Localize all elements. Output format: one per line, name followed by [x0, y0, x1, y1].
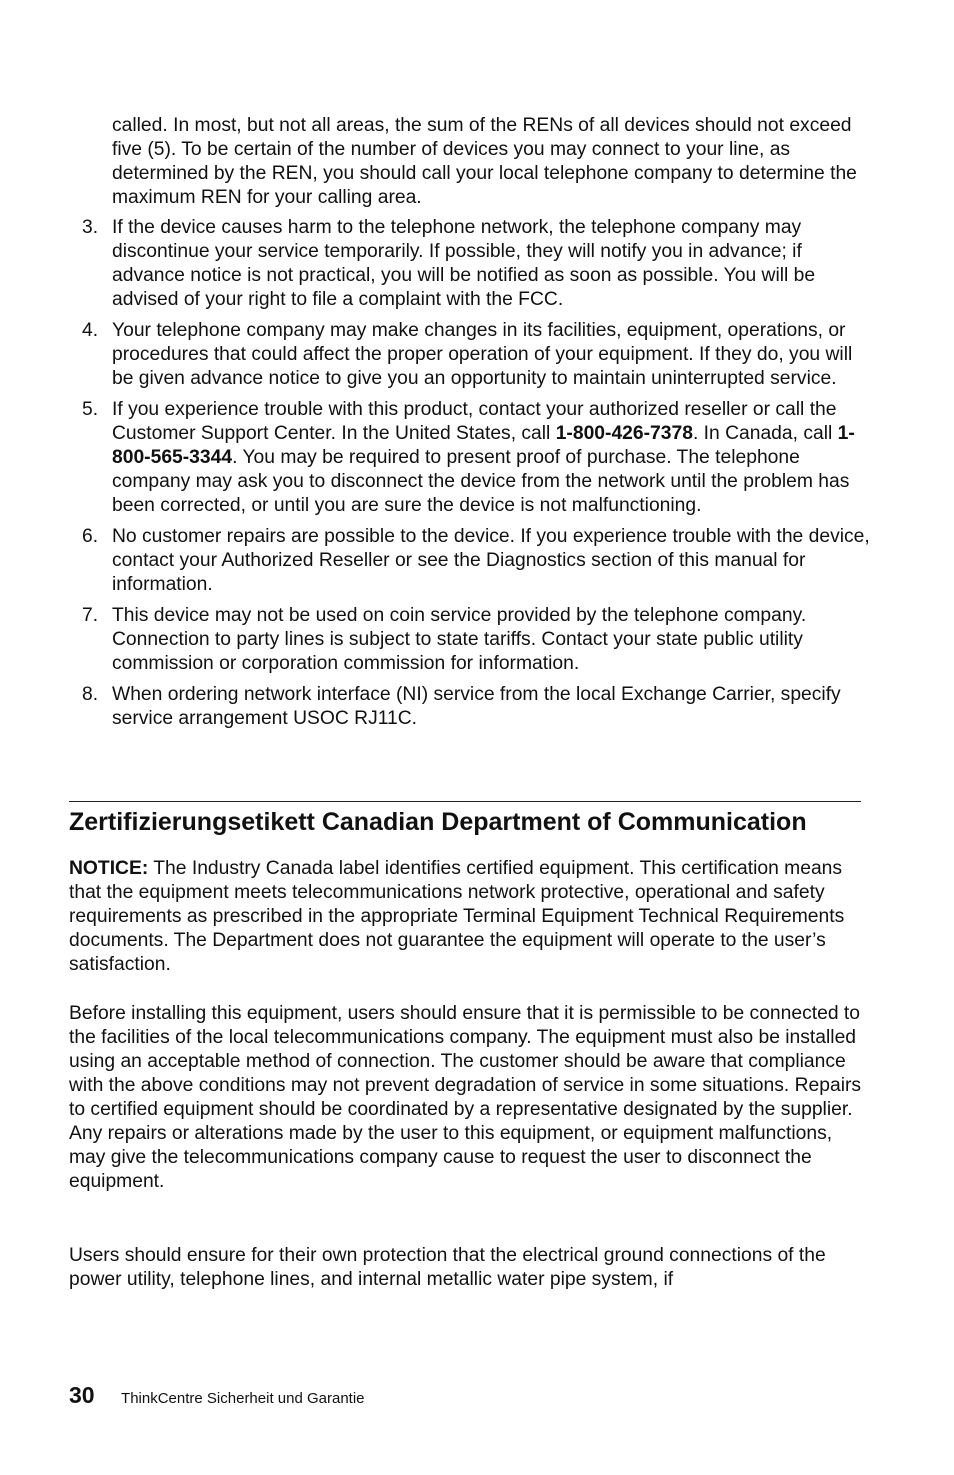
section-divider: [69, 801, 861, 802]
list-item-text: When ordering network interface (NI) service from the local Exchange Carrier, specify service arrangement USOC RJ11C.: [112, 684, 841, 729]
list-item: [82, 525, 872, 597]
list-item: [82, 604, 872, 676]
section-heading: Zertifizierungsetikett Canadian Department of Communication: [69, 808, 807, 836]
list-item-number: 6.: [82, 526, 99, 547]
notice-paragraph: [69, 857, 869, 977]
list-item: [82, 398, 872, 518]
list-item: [82, 216, 872, 312]
list-item-number: 8.: [82, 684, 99, 705]
list-item-number: 5.: [82, 399, 99, 420]
list-item-text-part: . You may be required to present proof of purchase. The telephone company may ask you to disconnect the device from the network until the problem has been corrected, or until you are sure the device is not malfunctioning.: [112, 447, 850, 516]
list-item-text-part: If you experience trouble with this product, contact your authorized reseller or call the Customer Support Center. In the United States, call: [112, 399, 837, 444]
notice-label: NOTICE:: [69, 858, 149, 879]
page-number: 30: [69, 1382, 95, 1408]
phone-number-canada: 1-800-565-3344: [112, 423, 855, 468]
list-item-text-part: . In Canada, call: [692, 423, 838, 444]
list-item-text: Your telephone company may make changes in its facilities, equipment, operations, or procedures that could affect the proper operation of your equipment. If they do, you will be given advance notice to give you an opportunity to maintain uninterrupted service.: [112, 320, 853, 389]
phone-number-us: 1-800-426-7378: [555, 423, 693, 444]
page-footer: [69, 1382, 365, 1409]
list-item-text: [112, 398, 872, 518]
list-item-text: This device may not be used on coin service provided by the telephone company. Connection to party lines is subject to state tariffs. Contact your state public utility commission or corporation commission for information.: [112, 605, 807, 674]
numbered-list: [82, 216, 872, 738]
list-item-text: No customer repairs are possible to the device. If you experience trouble with the device, contact your Authorized Reseller or see the Diagnostics section of this manual for information.: [112, 526, 870, 595]
footer-title: ThinkCentre Sicherheit und Garantie: [121, 1390, 365, 1407]
list-item: [82, 319, 872, 391]
list-item-number: 3.: [82, 217, 99, 238]
body-paragraph: Before installing this equipment, users should ensure that it is permissible to be connected to the facilities of the local telecommunications company. The equipment must also be installed using an acceptable method of connection. The customer should be aware that compliance with the above conditions may not prevent degradation of service in some situations. Repairs to certified equipment should be coordinated by a representative designated by the supplier. Any repairs or alterations made by the user to this equipment, or equipment malfunctions, may give the telecommunications company cause to request the user to disconnect the equipment.: [69, 1003, 862, 1192]
list-item-continuation: called. In most, but not all areas, the sum of the RENs of all devices should not exceed five (5). To be certain of the number of devices you may connect to your line, as determined by the REN, you should call your local telephone company to determine the maximum REN for your calling area.: [112, 115, 857, 208]
notice-text: The Industry Canada label identifies certified equipment. This certification means that the equipment meets telecommunications network protective, operational and safety requirements as prescribed in the appropriate Terminal Equipment Technical Requirements documents. The Department does not guarantee the equipment will operate to the user’s satisfaction.: [69, 858, 845, 975]
list-item: [82, 683, 872, 731]
list-item-text: If the device causes harm to the telephone network, the telephone company may discontinue your service temporarily. If possible, they will notify you in advance; if advance notice is not practical, you will be notified as soon as possible. You will be advised of your right to file a complaint with the FCC.: [112, 217, 816, 310]
list-item-number: 7.: [82, 605, 99, 626]
list-item-number: 4.: [82, 320, 99, 341]
body-paragraph: Users should ensure for their own protection that the electrical ground connections of the power utility, telephone lines, and internal metallic water pipe system, if: [69, 1245, 826, 1290]
